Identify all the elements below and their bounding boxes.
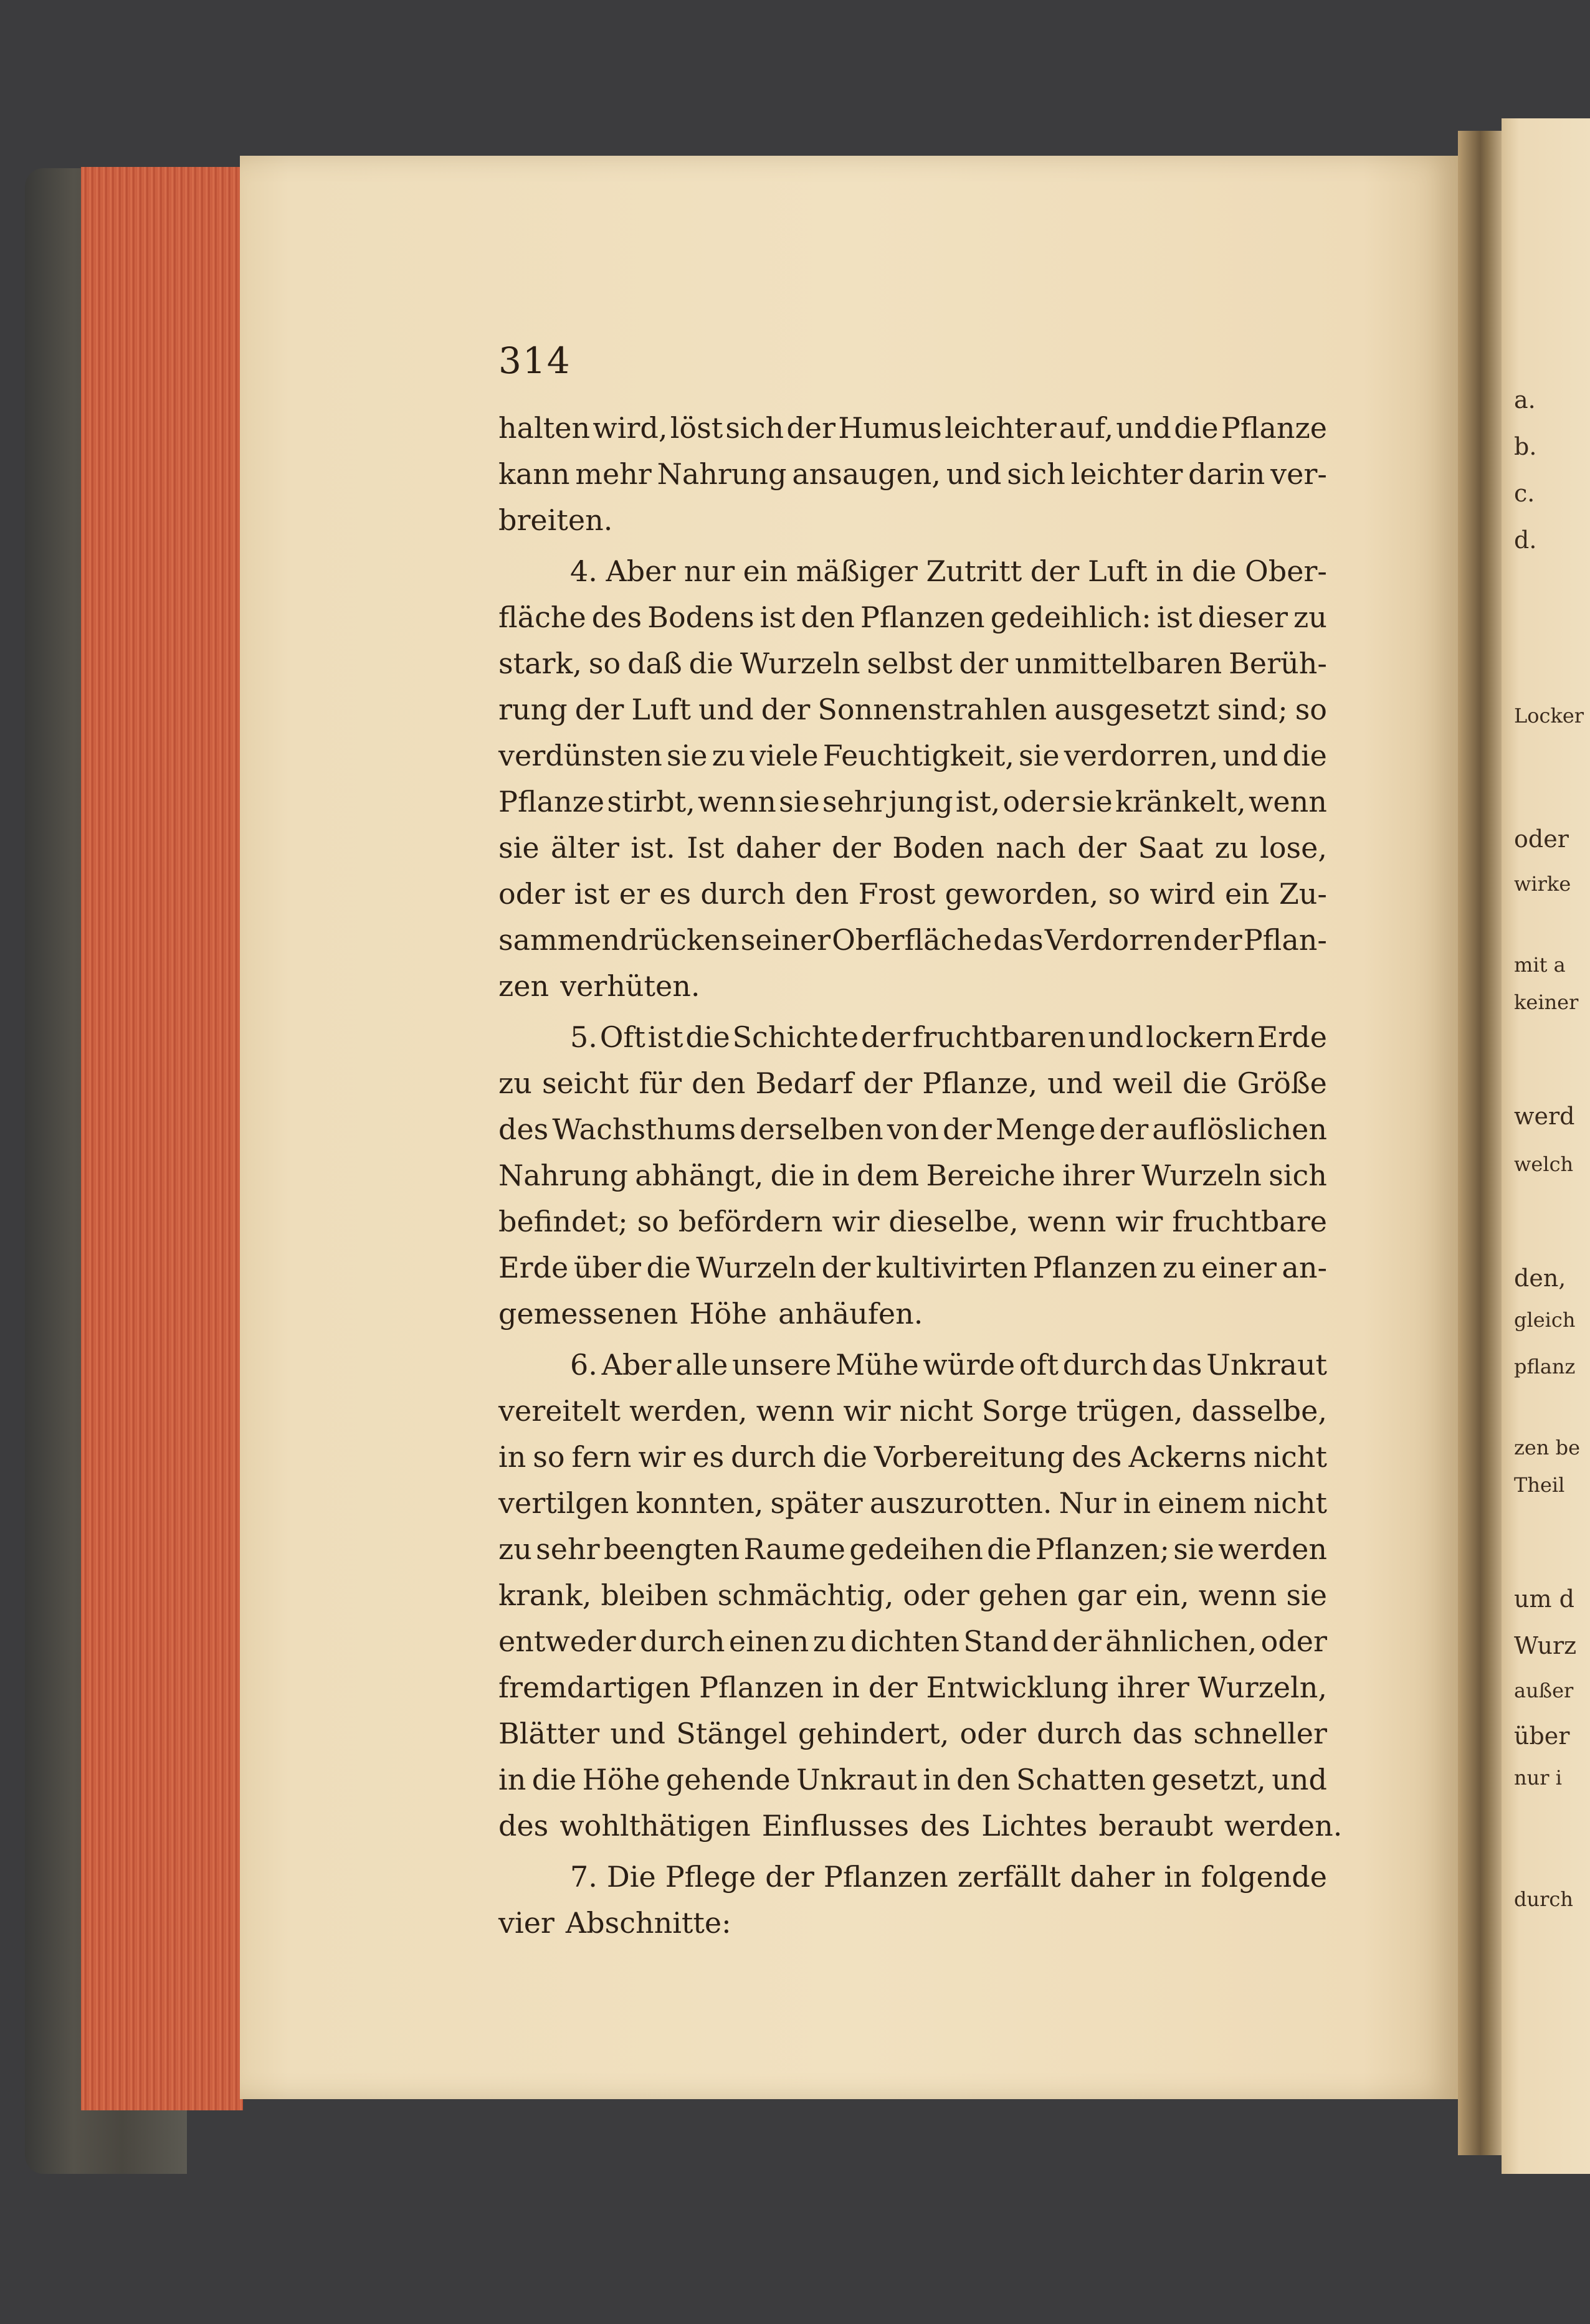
text-line: stark, so daß die Wurzeln selbst der unmittelbaren Berüh-	[498, 647, 1327, 680]
opposite-page-fragment: Wurz	[1514, 1632, 1577, 1659]
text-line: breiten.	[498, 503, 613, 537]
book-gutter	[1458, 131, 1508, 2155]
opposite-page-fragment: wirke	[1514, 872, 1571, 896]
text-line: befindet; so befördern wir dieselbe, wenn wir fruchtbare	[498, 1205, 1327, 1238]
page-edges	[81, 167, 243, 2110]
text-line: zu sehr beengten Raume gedeihen die Pflanzen; sie werden	[498, 1532, 1327, 1566]
text-line: vertilgen konnten, später auszurotten. Nur in einem nicht	[498, 1486, 1327, 1520]
text-line: vier Abschnitte:	[498, 1906, 731, 1940]
text-line: in die Höhe gehende Unkraut in den Schatten gesetzt, und	[498, 1763, 1327, 1796]
text-line: rung der Luft und der Sonnenstrahlen ausgesetzt sind; so	[498, 693, 1327, 726]
text-line: krank, bleiben schmächtig, oder gehen gar ein, wenn sie	[498, 1578, 1327, 1612]
text-line: verdünsten sie zu viele Feuchtigkeit, sie verdorren, und die	[498, 739, 1327, 772]
opposite-page-fragment: b.	[1514, 433, 1537, 460]
text-line: 7. Die Pflege der Pflanzen zerfällt daher in folgende	[570, 1860, 1327, 1894]
text-line: des Wachsthums derselben von der Menge der auflöslichen	[498, 1112, 1327, 1146]
text-line: in so fern wir es durch die Vorbereitung des Ackerns nicht	[498, 1440, 1327, 1474]
text-line: Erde über die Wurzeln der kultivirten Pflanzen zu einer an-	[498, 1251, 1327, 1284]
opposite-page-fragment: keiner	[1514, 990, 1579, 1014]
opposite-page-fragment: a.	[1514, 386, 1536, 414]
opposite-page-fragment: den,	[1514, 1264, 1566, 1292]
opposite-page-fragment: zen be	[1514, 1436, 1580, 1459]
text-line: entweder durch einen zu dichten Stand der ähnlichen, oder	[498, 1624, 1327, 1658]
text-line: Blätter und Stängel gehindert, oder durch das schneller	[498, 1717, 1327, 1750]
text-line: Pflanze stirbt, wenn sie sehr jung ist, oder sie kränkelt, wenn	[498, 785, 1327, 818]
opposite-page-fragment: d.	[1514, 526, 1537, 554]
text-line: fläche des Bodens ist den Pflanzen gedeihlich: ist dieser zu	[498, 600, 1327, 634]
opposite-page-fragment: pflanz	[1514, 1355, 1576, 1378]
text-line: sammendrücken seiner Oberfläche das Verdorren der Pflan-	[498, 923, 1327, 957]
opposite-page-fragment: Theil	[1514, 1473, 1565, 1497]
text-line: oder ist er es durch den Frost geworden, so wird ein Zu-	[498, 877, 1327, 911]
text-line: kann mehr Nahrung ansaugen, und sich leichter darin ver-	[498, 457, 1327, 491]
opposite-page-fragment: mit a	[1514, 953, 1566, 977]
text-line: gemessenen Höhe anhäufen.	[498, 1297, 923, 1330]
opposite-page-fragment: gleich	[1514, 1308, 1576, 1332]
text-line: des wohlthätigen Einflusses des Lichtes beraubt werden.	[498, 1809, 1343, 1843]
opposite-page-fragment: um d	[1514, 1585, 1574, 1613]
text-line: 5. Oft ist die Schichte der fruchtbaren und lockern Erde	[570, 1020, 1327, 1054]
text-line: zu seicht für den Bedarf der Pflanze, und weil die Größe	[498, 1066, 1327, 1100]
opposite-page-fragment: welch	[1514, 1152, 1574, 1176]
right-page	[1502, 118, 1590, 2174]
opposite-page-fragment: oder	[1514, 825, 1569, 853]
opposite-page-fragment: über	[1514, 1722, 1570, 1750]
text-line: 6. Aber alle unsere Mühe würde oft durch das Unkraut	[570, 1348, 1327, 1382]
opposite-page-fragment: c.	[1514, 480, 1535, 507]
text-line: sie älter ist. Ist daher der Boden nach der Saat zu lose,	[498, 831, 1327, 865]
text-line: zen verhüten.	[498, 969, 700, 1003]
opposite-page-fragment: werd	[1514, 1103, 1575, 1130]
text-line: Nahrung abhängt, die in dem Bereiche ihrer Wurzeln sich	[498, 1159, 1327, 1192]
page-number: 314	[498, 339, 571, 382]
text-line: fremdartigen Pflanzen in der Entwicklung ihrer Wurzeln,	[498, 1671, 1327, 1704]
page-text	[498, 405, 1343, 1946]
opposite-page-fragment: durch	[1514, 1887, 1573, 1911]
text-line: 4. Aber nur ein mäßiger Zutritt der Luft in die Ober-	[570, 554, 1327, 588]
text-line: vereitelt werden, wenn wir nicht Sorge trügen, dasselbe,	[498, 1394, 1327, 1428]
opposite-page-fragment: außer	[1514, 1679, 1574, 1702]
text-line: halten wird, löst sich der Humus leichter auf, und die Pflanze	[498, 411, 1327, 445]
opposite-page-fragment: Locker	[1514, 704, 1584, 728]
opposite-page-fragment: nur i	[1514, 1766, 1562, 1790]
